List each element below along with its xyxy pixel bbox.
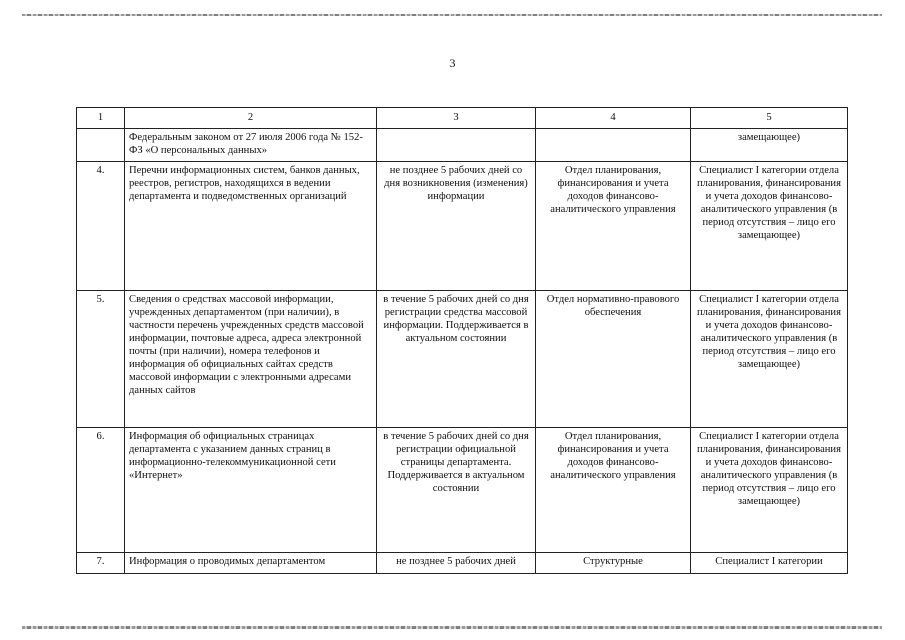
info-description: Перечни информационных систем, банков данных, реестров, регистров, находящихся в ведении департамента и подведомственных организаций (125, 162, 377, 291)
table-row (77, 162, 848, 291)
responsible-person: Специалист I категории отдела планирования, финансирования и учета доходов финансово-аналитического управления (в период отсутствия – лицо его замещающее) (691, 428, 848, 553)
row-number: 6. (77, 428, 125, 553)
scan-edge-bottom (22, 626, 882, 629)
table-row (77, 129, 848, 162)
table-row (77, 553, 848, 574)
scan-edge-top (22, 14, 882, 16)
column-header-2: 2 (125, 108, 377, 129)
page-number: 3 (449, 56, 456, 70)
responsible-department: Отдел планирования, финансирования и учета доходов финансово-аналитического управления (536, 162, 691, 291)
responsible-person: Специалист I категории (691, 553, 848, 574)
responsible-department: Структурные (536, 553, 691, 574)
table-header-row (77, 108, 848, 129)
deadline: не позднее 5 рабочих дней (377, 553, 536, 574)
responsible-person: Специалист I категории отдела планирования, финансирования и учета доходов финансово-аналитического управления (в период отсутствия – лицо его замещающее) (691, 291, 848, 428)
document-table (76, 107, 848, 574)
responsible-department: Отдел нормативно-правового обеспечения (536, 291, 691, 428)
row-number: 4. (77, 162, 125, 291)
deadline: в течение 5 рабочих дней со дня регистрации официальной страницы департамента. Поддерживается в актуальном состоянии (377, 428, 536, 553)
info-description: Сведения о средствах массовой информации, учрежденных департаментом (при наличии), в частности перечень учрежденных средств массовой информации, почтовые адреса, адреса электронной почты (при наличии), номера телефонов и информация об официальных сайтах средств массовой информации с электронными адресами данных сайтов (125, 291, 377, 428)
responsible-department: Отдел планирования, финансирования и учета доходов финансово-аналитического управления (536, 428, 691, 553)
table-row (77, 428, 848, 553)
column-header-1: 1 (77, 108, 125, 129)
column-header-3: 3 (377, 108, 536, 129)
column-header-5: 5 (691, 108, 848, 129)
info-description: Информация о проводимых департаментом (125, 553, 377, 574)
row-number: 7. (77, 553, 125, 574)
responsible-person: Специалист I категории отдела планирования, финансирования и учета доходов финансово-аналитического управления (в период отсутствия – лицо его замещающее) (691, 162, 848, 291)
info-description: Информация об официальных страницах департамента с указанием данных страниц в информационно-телекоммуникационной сети «Интернет» (125, 428, 377, 553)
row-number (77, 129, 125, 162)
responsible-person: замещающее) (691, 129, 848, 162)
row-number: 5. (77, 291, 125, 428)
table-row (77, 291, 848, 428)
deadline: в течение 5 рабочих дней со дня регистрации средства массовой информации. Поддерживается в актуальном состоянии (377, 291, 536, 428)
column-header-4: 4 (536, 108, 691, 129)
deadline (377, 129, 536, 162)
info-description: Федеральным законом от 27 июля 2006 года № 152-ФЗ «О персональных данных» (125, 129, 377, 162)
deadline: не позднее 5 рабочих дней со дня возникновения (изменения) информации (377, 162, 536, 291)
responsible-department (536, 129, 691, 162)
